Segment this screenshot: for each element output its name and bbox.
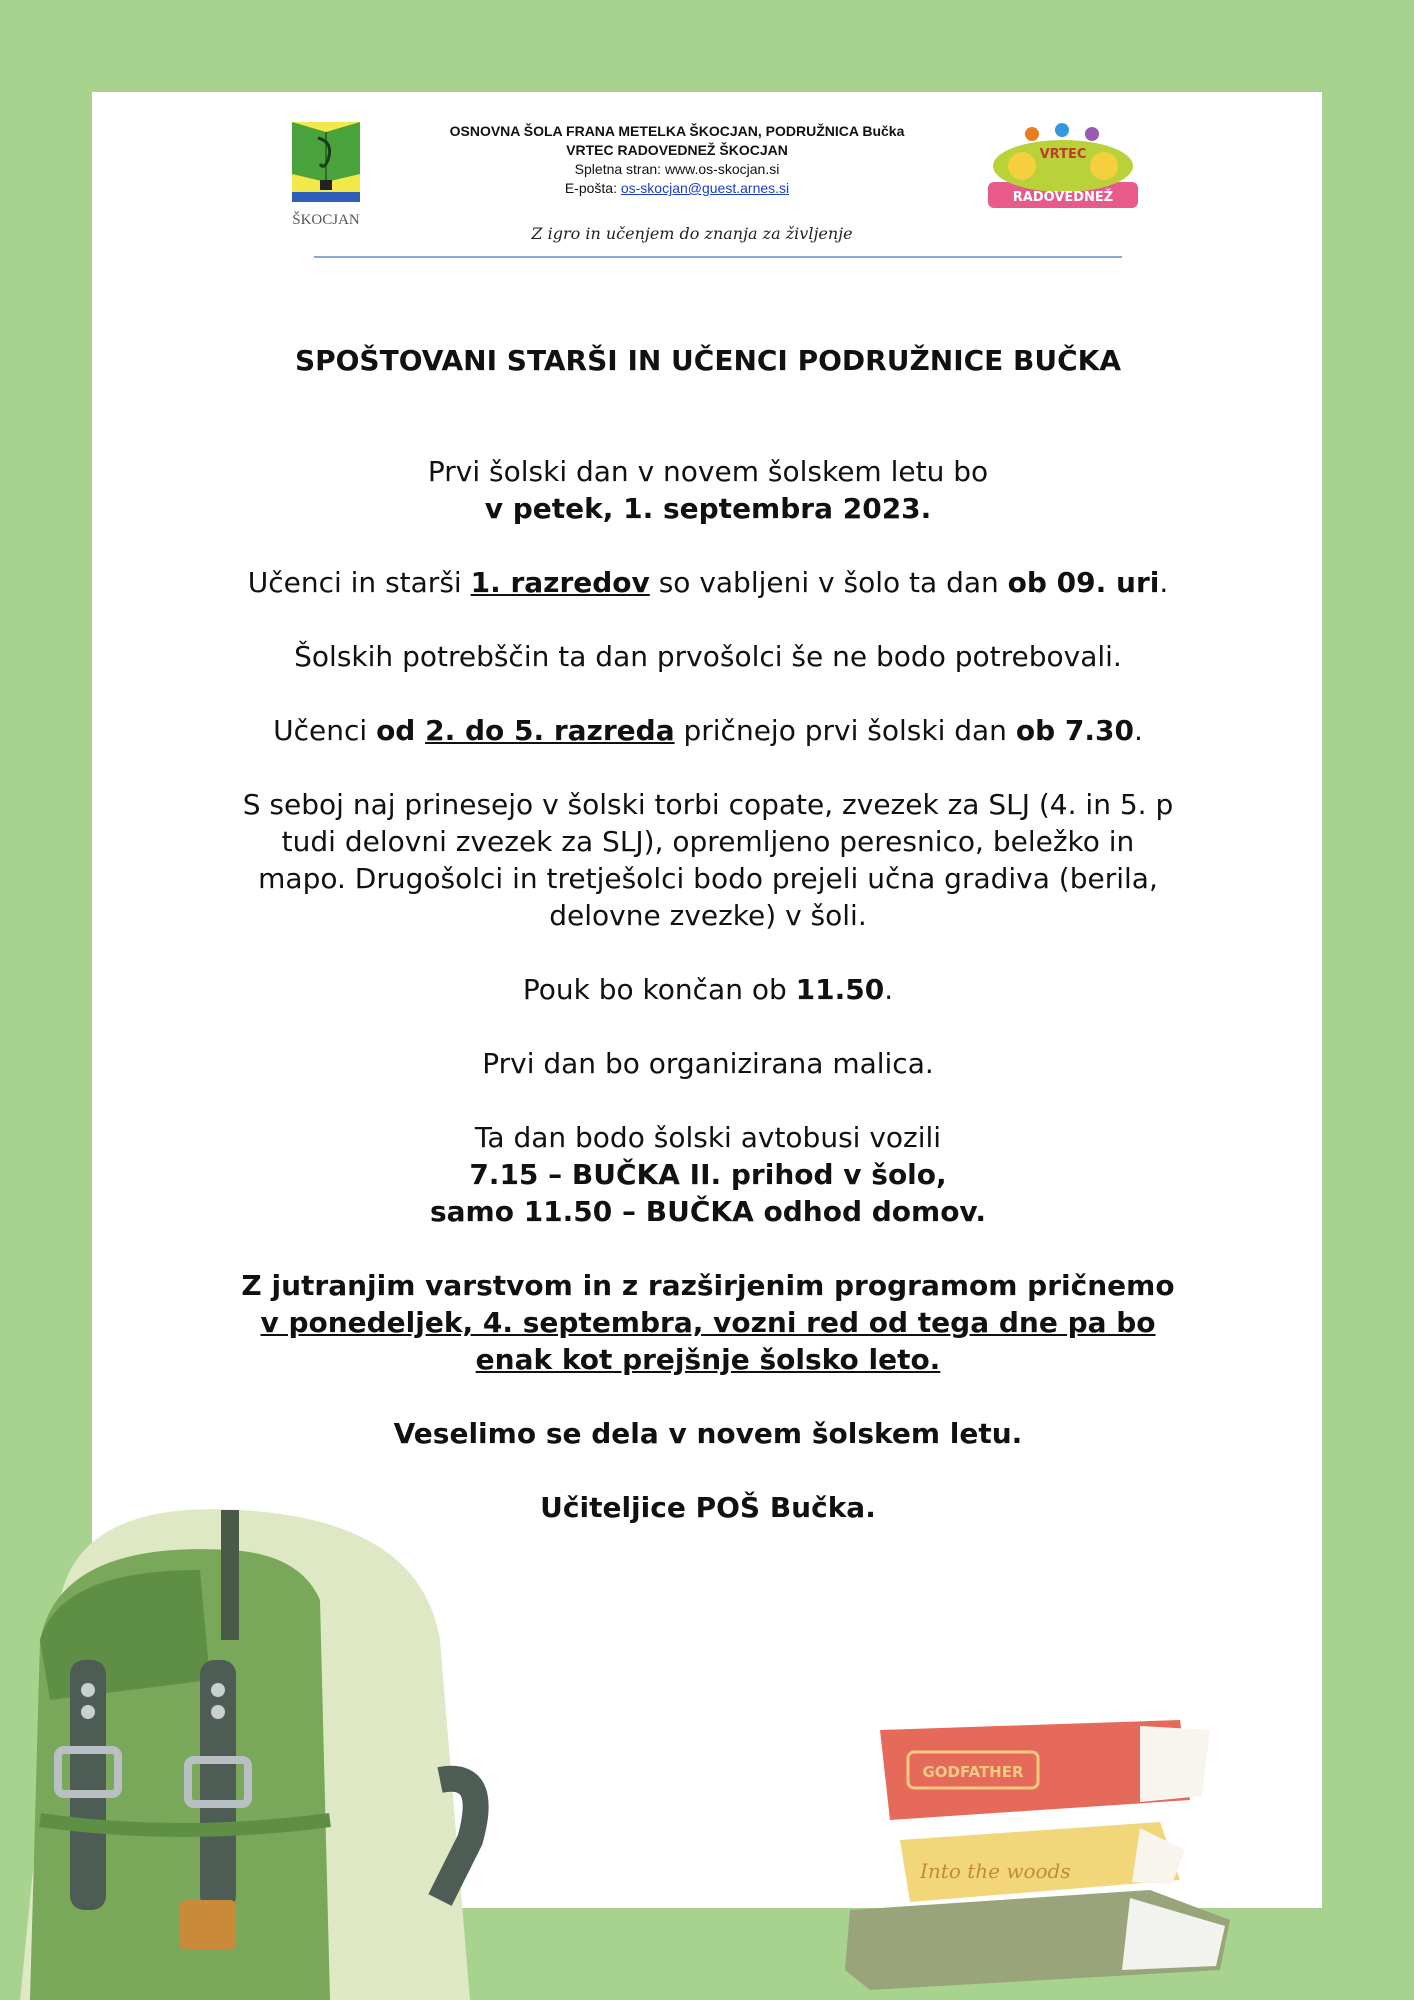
paragraph-grades-2-5 — [238, 712, 1178, 749]
first-grade-period: . — [1159, 566, 1169, 599]
grades-time: ob 7.30 — [1015, 714, 1134, 747]
email-link[interactable]: os-skocjan@guest.arnes.si — [620, 180, 790, 196]
announcement-body — [238, 342, 1178, 1563]
grades-text-b: pričnejo prvi šolski dan — [674, 714, 1016, 747]
lessons-end-text: Pouk bo končan ob — [522, 973, 796, 1006]
letterhead — [92, 92, 1322, 272]
paragraph-extended-program — [238, 1267, 1178, 1378]
school-motto: Z igro in učenjem do znanja za življenje — [531, 224, 853, 243]
paragraph-snack: Prvi dan bo organizirana malica. — [482, 1047, 934, 1080]
signature-teachers: Učiteljice POŠ Bučka. — [540, 1491, 876, 1524]
book-top-title: GODFATHER — [922, 1763, 1024, 1781]
bus-departure: samo 11.50 – BUČKA odhod domov. — [429, 1195, 987, 1228]
first-grade-time: ob 09. uri — [1007, 566, 1160, 599]
extended-program-highlight: v ponedeljek, 4. septembra, vozni red od tega dne pa bo enak kot prejšnje šolsko leto. — [260, 1306, 1156, 1376]
bus-arrival: 7.15 – BUČKA II. prihod v šolo, — [469, 1158, 947, 1191]
lessons-end-time: 11.50 — [795, 973, 885, 1006]
paragraph-lessons-end — [238, 971, 1178, 1008]
email-line — [382, 179, 972, 198]
letterhead-text — [382, 122, 972, 198]
first-grade-text-b: so vabljeni v šolo ta dan — [649, 566, 1008, 599]
grades-period: . — [1133, 714, 1143, 747]
paragraph-buses — [238, 1119, 1178, 1230]
backpack-illustration — [0, 1480, 500, 2000]
buses-intro: Ta dan bodo šolski avtobusi vozili — [474, 1121, 942, 1154]
first-day-date: v petek, 1. septembra 2023. — [484, 492, 932, 525]
paragraph-supplies: Šolskih potrebščin ta dan prvošolci še ne bodo potrebovali. — [294, 640, 1122, 673]
extended-program-text: Z jutranjim varstvom in z razširjenim programom pričnemo — [241, 1269, 1175, 1302]
kindergarten-logo — [982, 120, 1144, 212]
kindergarten-logo-top: VRTEC — [1039, 147, 1087, 162]
school-logo-text: ŠKOCJAN — [292, 212, 360, 228]
kindergarten-name: VRTEC RADOVEDNEŽ ŠKOCJAN — [566, 142, 788, 158]
lessons-end-period: . — [884, 973, 894, 1006]
grades-from: od — [376, 714, 426, 747]
paragraph-first-day — [238, 453, 1178, 527]
website-line: Spletna stran: www.os-skocjan.si — [574, 161, 780, 177]
kindergarten-logo-bottom: RADOVEDNEŽ — [1012, 190, 1114, 205]
paragraph-bring-items: S seboj naj prinesejo v šolski torbi copate, zvezek za SLJ (4. in 5. p tudi delovni zvezek za SLJ), opremljeno peresnico, beležko in mapo. Drugošolci in tretješolci bodo prejeli učna gradiva (berila, delovne zvezke) v šoli. — [242, 788, 1174, 932]
grades-highlight: 2. do 5. razreda — [425, 714, 675, 747]
first-grade-highlight: 1. razredov — [470, 566, 650, 599]
paragraph-closing: Veselimo se dela v novem šolskem letu. — [393, 1417, 1023, 1450]
school-logo — [290, 120, 362, 232]
email-label: E-pošta: — [564, 180, 621, 196]
first-day-intro: Prvi šolski dan v novem šolskem letu bo — [427, 455, 989, 488]
grades-text-a: Učenci — [273, 714, 377, 747]
paragraph-first-grade — [238, 564, 1178, 601]
announcement-title: SPOŠTOVANI STARŠI IN UČENCI PODRUŽNICE BUČKA — [294, 344, 1122, 377]
header-divider — [314, 256, 1122, 258]
books-illustration — [840, 1670, 1240, 1990]
school-name: OSNOVNA ŠOLA FRANA METELKA ŠKOCJAN, PODRUŽNICA Bučka — [449, 123, 905, 139]
first-grade-text-a: Učenci in starši — [247, 566, 471, 599]
book-middle-title: Into the woods — [920, 1859, 1071, 1883]
